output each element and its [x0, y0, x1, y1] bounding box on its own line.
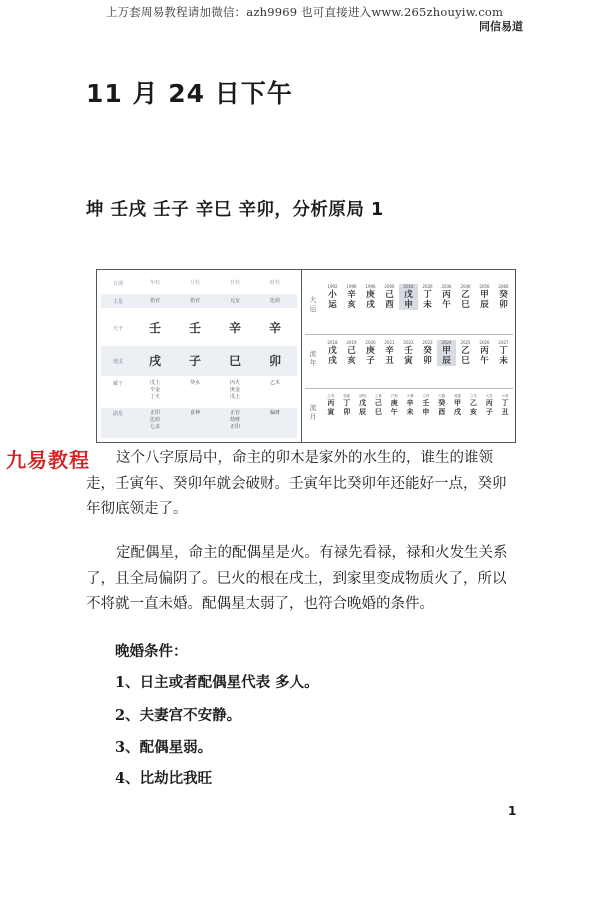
paragraph-1: 这个八字原局中，命主的卯木是家外的水生的，谁生的谁领走，壬寅年、癸卯年就会破财。壬寅年比癸卯年还能好一点，癸卯年彻底领走了。 — [86, 450, 507, 517]
fortune-column-ganzhi: 乙 巳 — [461, 290, 470, 310]
dizhi-cell: 巳 — [228, 353, 241, 368]
fuxing-cell: 偏财 — [269, 410, 280, 416]
fortune-column-ganzhi: 庚 子 — [366, 346, 375, 366]
fortune-column-top: 2021 — [384, 340, 395, 345]
fortune-column-top: 2022 — [403, 340, 414, 345]
liunian-section — [305, 340, 513, 384]
fortune-column-top: 立冬 — [469, 394, 477, 398]
fortune-column-ganzhi: 壬 寅 — [404, 346, 413, 366]
fortune-column — [475, 284, 494, 310]
dayun-label: 大 运 — [309, 296, 317, 313]
dizhi-row — [101, 346, 297, 376]
fortune-column-ganzhi: 己 巳 — [374, 399, 382, 416]
fortune-column — [465, 394, 481, 417]
fortune-column — [418, 340, 437, 366]
fortune-column-top: 2027 — [498, 340, 509, 345]
header-cell: 时柱 — [269, 280, 280, 286]
header-cell: 日期 — [112, 281, 123, 287]
tiangan-cell: 辛 — [268, 320, 281, 335]
fortune-column-ganzhi: 庚 午 — [390, 399, 398, 416]
dizhi-cell: 卯 — [268, 353, 281, 368]
main-star-cell: 伤官 — [189, 297, 200, 304]
dizhi-cell: 戌 — [148, 353, 161, 368]
tiangan-cell: 辛 — [228, 320, 241, 335]
fortune-column — [323, 284, 342, 310]
fortune-column-ganzhi: 癸 酉 — [438, 399, 446, 416]
bazi-chart — [96, 269, 516, 443]
fortune-column — [434, 394, 450, 417]
fortune-column-ganzhi: 癸 卯 — [499, 290, 508, 310]
dayun-section — [305, 284, 513, 328]
fortune-column — [450, 394, 466, 417]
bazi-pillars-panel — [97, 270, 302, 442]
dayun-columns — [323, 284, 513, 310]
header-cell: 日柱 — [229, 280, 240, 286]
fortune-column-top: 小暑 — [406, 394, 414, 398]
tiangan-cell: 壬 — [188, 320, 201, 335]
liuyue-section — [305, 394, 513, 438]
canggan-cell: 丙火 庚金 戊土 — [229, 380, 240, 400]
fuxing-row — [101, 408, 297, 438]
fuxing-cell: 正印 比肩 七杀 — [149, 410, 160, 430]
fortune-column-top: 立春 — [327, 394, 335, 398]
fortune-column-ganzhi: 甲 辰 — [442, 346, 451, 366]
fortune-column — [342, 340, 361, 366]
fortune-column — [323, 394, 339, 417]
fortune-column — [437, 284, 456, 310]
fortune-panel — [303, 270, 515, 442]
fortune-column — [456, 340, 475, 366]
fortune-column-ganzhi: 丙 寅 — [327, 399, 335, 416]
fortune-column-ganzhi: 己 亥 — [347, 346, 356, 366]
main-star-cell: 元女 — [229, 297, 240, 304]
fortune-column-ganzhi: 丁 丑 — [501, 399, 509, 416]
fortune-column-top: 2019 — [346, 340, 357, 345]
fortune-column-ganzhi: 戊 辰 — [359, 399, 367, 416]
tiangan-row — [101, 312, 297, 344]
fortune-column — [380, 284, 399, 310]
fortune-column — [494, 340, 513, 366]
fortune-column — [399, 284, 418, 310]
row-label: 天干 — [112, 325, 123, 332]
main-star-cell: 比肩 — [269, 297, 280, 304]
fortune-column-top: 1996 — [365, 284, 376, 289]
liuyue-label: 流 月 — [309, 404, 317, 421]
fortune-column-top: 惊蛰 — [343, 394, 351, 398]
page-title: 11 月 24 日下午 — [86, 79, 293, 108]
row-label: 藏干 — [112, 381, 123, 387]
fortune-column-top: 2018 — [327, 340, 338, 345]
paragraph-2: 定配偶星，命主的配偶星是火。有禄先看禄，禄和火发生关系了，且全局偏阴了。巳火的根在戌土，到家里变成物质火了，所以不将就一直未婚。配偶星太弱了，也符合晚婚的条件。 — [86, 545, 508, 612]
fortune-column-ganzhi: 辛 未 — [406, 399, 414, 416]
fortune-column-top: 2020 — [365, 340, 376, 345]
liunian-label: 流 年 — [309, 350, 317, 367]
canggan-cell: 戊土 辛金 丁火 — [149, 380, 160, 400]
fortune-column-top: 立秋 — [422, 394, 430, 398]
fortune-column-top: 2066 — [498, 284, 509, 289]
canggan-cell: 癸水 — [189, 380, 200, 386]
header-cell: 月柱 — [189, 280, 200, 286]
fortune-column-ganzhi: 甲 戌 — [454, 399, 462, 416]
fortune-column-top: 2026 — [479, 340, 490, 345]
divider — [305, 334, 513, 335]
fortune-column-ganzhi: 壬 申 — [422, 399, 430, 416]
fortune-column-top: 2036 — [441, 284, 452, 289]
fortune-column-top: 清明 — [359, 394, 367, 398]
fortune-column — [361, 340, 380, 366]
late-marriage-title: 晚婚条件： — [115, 643, 188, 660]
fortune-column-top: 2046 — [460, 284, 471, 289]
canggan-cell: 乙木 — [269, 380, 280, 386]
fortune-column — [418, 284, 437, 310]
fortune-column — [355, 394, 371, 417]
fortune-column-top: 1996 — [346, 284, 357, 289]
fortune-column — [402, 394, 418, 417]
fortune-column — [370, 394, 386, 417]
row-label: 副星 — [112, 411, 123, 417]
fortune-column-ganzhi: 丙 子 — [485, 399, 493, 416]
watermark-text: 上万套周易教程请加微信：azh9969 也可直接进入www.265zhouyiw.com — [105, 5, 504, 19]
fortune-column-top: 2026 — [422, 284, 433, 289]
fortune-column-ganzhi: 戊 申 — [404, 290, 413, 310]
fortune-column — [437, 340, 456, 366]
row-label: 地支 — [112, 358, 123, 365]
fortune-column-ganzhi: 辛 丑 — [385, 346, 394, 366]
fortune-column-top: 1992 — [327, 284, 338, 289]
header-cell: 年柱 — [149, 280, 160, 286]
fortune-column-ganzhi: 辛 亥 — [347, 290, 356, 310]
fortune-column — [418, 394, 434, 417]
late-marriage-item: 2、夫妻宫不安静。 — [115, 707, 242, 724]
fortune-column-top: 白露 — [438, 394, 446, 398]
brand-overlay-text: 九易教程 — [6, 448, 90, 472]
main-star-row — [101, 294, 297, 308]
fortune-column-top: 芒种 — [390, 394, 398, 398]
fortune-column-top: 2024 — [441, 340, 452, 345]
fortune-column-ganzhi: 庚 戌 — [366, 290, 375, 310]
fortune-column — [323, 340, 342, 366]
main-star-cell: 伤官 — [149, 297, 160, 304]
late-marriage-item: 4、比劫比我旺 — [115, 770, 213, 787]
canggan-row — [101, 380, 297, 404]
fortune-column — [481, 394, 497, 417]
fortune-column-top: 大雪 — [485, 394, 493, 398]
section-heading: 坤 壬戌 壬子 辛巳 辛卯，分析原局 1 — [86, 200, 384, 220]
fortune-column-top: 2056 — [479, 284, 490, 289]
fortune-column-ganzhi: 丙 午 — [480, 346, 489, 366]
fortune-column-top: 小寒 — [501, 394, 509, 398]
fortune-column — [380, 340, 399, 366]
fortune-column-ganzhi: 丁 卯 — [343, 399, 351, 416]
fortune-column-top: 2006 — [384, 284, 395, 289]
fortune-column — [475, 340, 494, 366]
liunian-columns — [323, 340, 513, 366]
fortune-column-ganzhi: 丁 未 — [423, 290, 432, 310]
fortune-column — [339, 394, 355, 417]
fortune-column-ganzhi: 乙 亥 — [469, 399, 477, 416]
fortune-column-ganzhi: 丁 未 — [499, 346, 508, 366]
fortune-column — [456, 284, 475, 310]
fortune-column-ganzhi: 癸 卯 — [423, 346, 432, 366]
page-number: 1 — [508, 804, 517, 818]
row-label: 主星 — [112, 298, 123, 305]
fuxing-cell: 正官 劫财 正印 — [229, 410, 240, 430]
fortune-column — [494, 284, 513, 310]
fortune-column-ganzhi: 戊 戌 — [328, 346, 337, 366]
fortune-column — [361, 284, 380, 310]
fortune-column-ganzhi: 小 运 — [328, 290, 337, 310]
fuxing-cell: 食神 — [189, 410, 200, 416]
fortune-column-top: 立夏 — [374, 394, 382, 398]
fortune-column — [342, 284, 361, 310]
late-marriage-item: 3、配偶星弱。 — [115, 739, 213, 756]
fortune-column — [497, 394, 513, 417]
fortune-column-ganzhi: 甲 辰 — [480, 290, 489, 310]
late-marriage-item: 1、日主或者配偶星代表 多人。 — [115, 674, 319, 691]
header-right-title: 同信易道 — [479, 20, 523, 33]
fortune-column-top: 2016 — [403, 284, 414, 289]
pillars-header-row — [101, 280, 297, 287]
fortune-column-ganzhi: 己 酉 — [385, 290, 394, 310]
tiangan-cell: 壬 — [148, 320, 161, 335]
fortune-column-ganzhi: 乙 巳 — [461, 346, 470, 366]
fortune-column — [386, 394, 402, 417]
fortune-column-top: 寒露 — [454, 394, 462, 398]
fortune-column — [399, 340, 418, 366]
dizhi-cell: 子 — [188, 353, 201, 368]
divider — [305, 388, 513, 389]
fortune-column-top: 2025 — [460, 340, 471, 345]
fortune-column-ganzhi: 丙 午 — [442, 290, 451, 310]
fortune-column-top: 2023 — [422, 340, 433, 345]
liuyue-columns — [323, 394, 513, 417]
